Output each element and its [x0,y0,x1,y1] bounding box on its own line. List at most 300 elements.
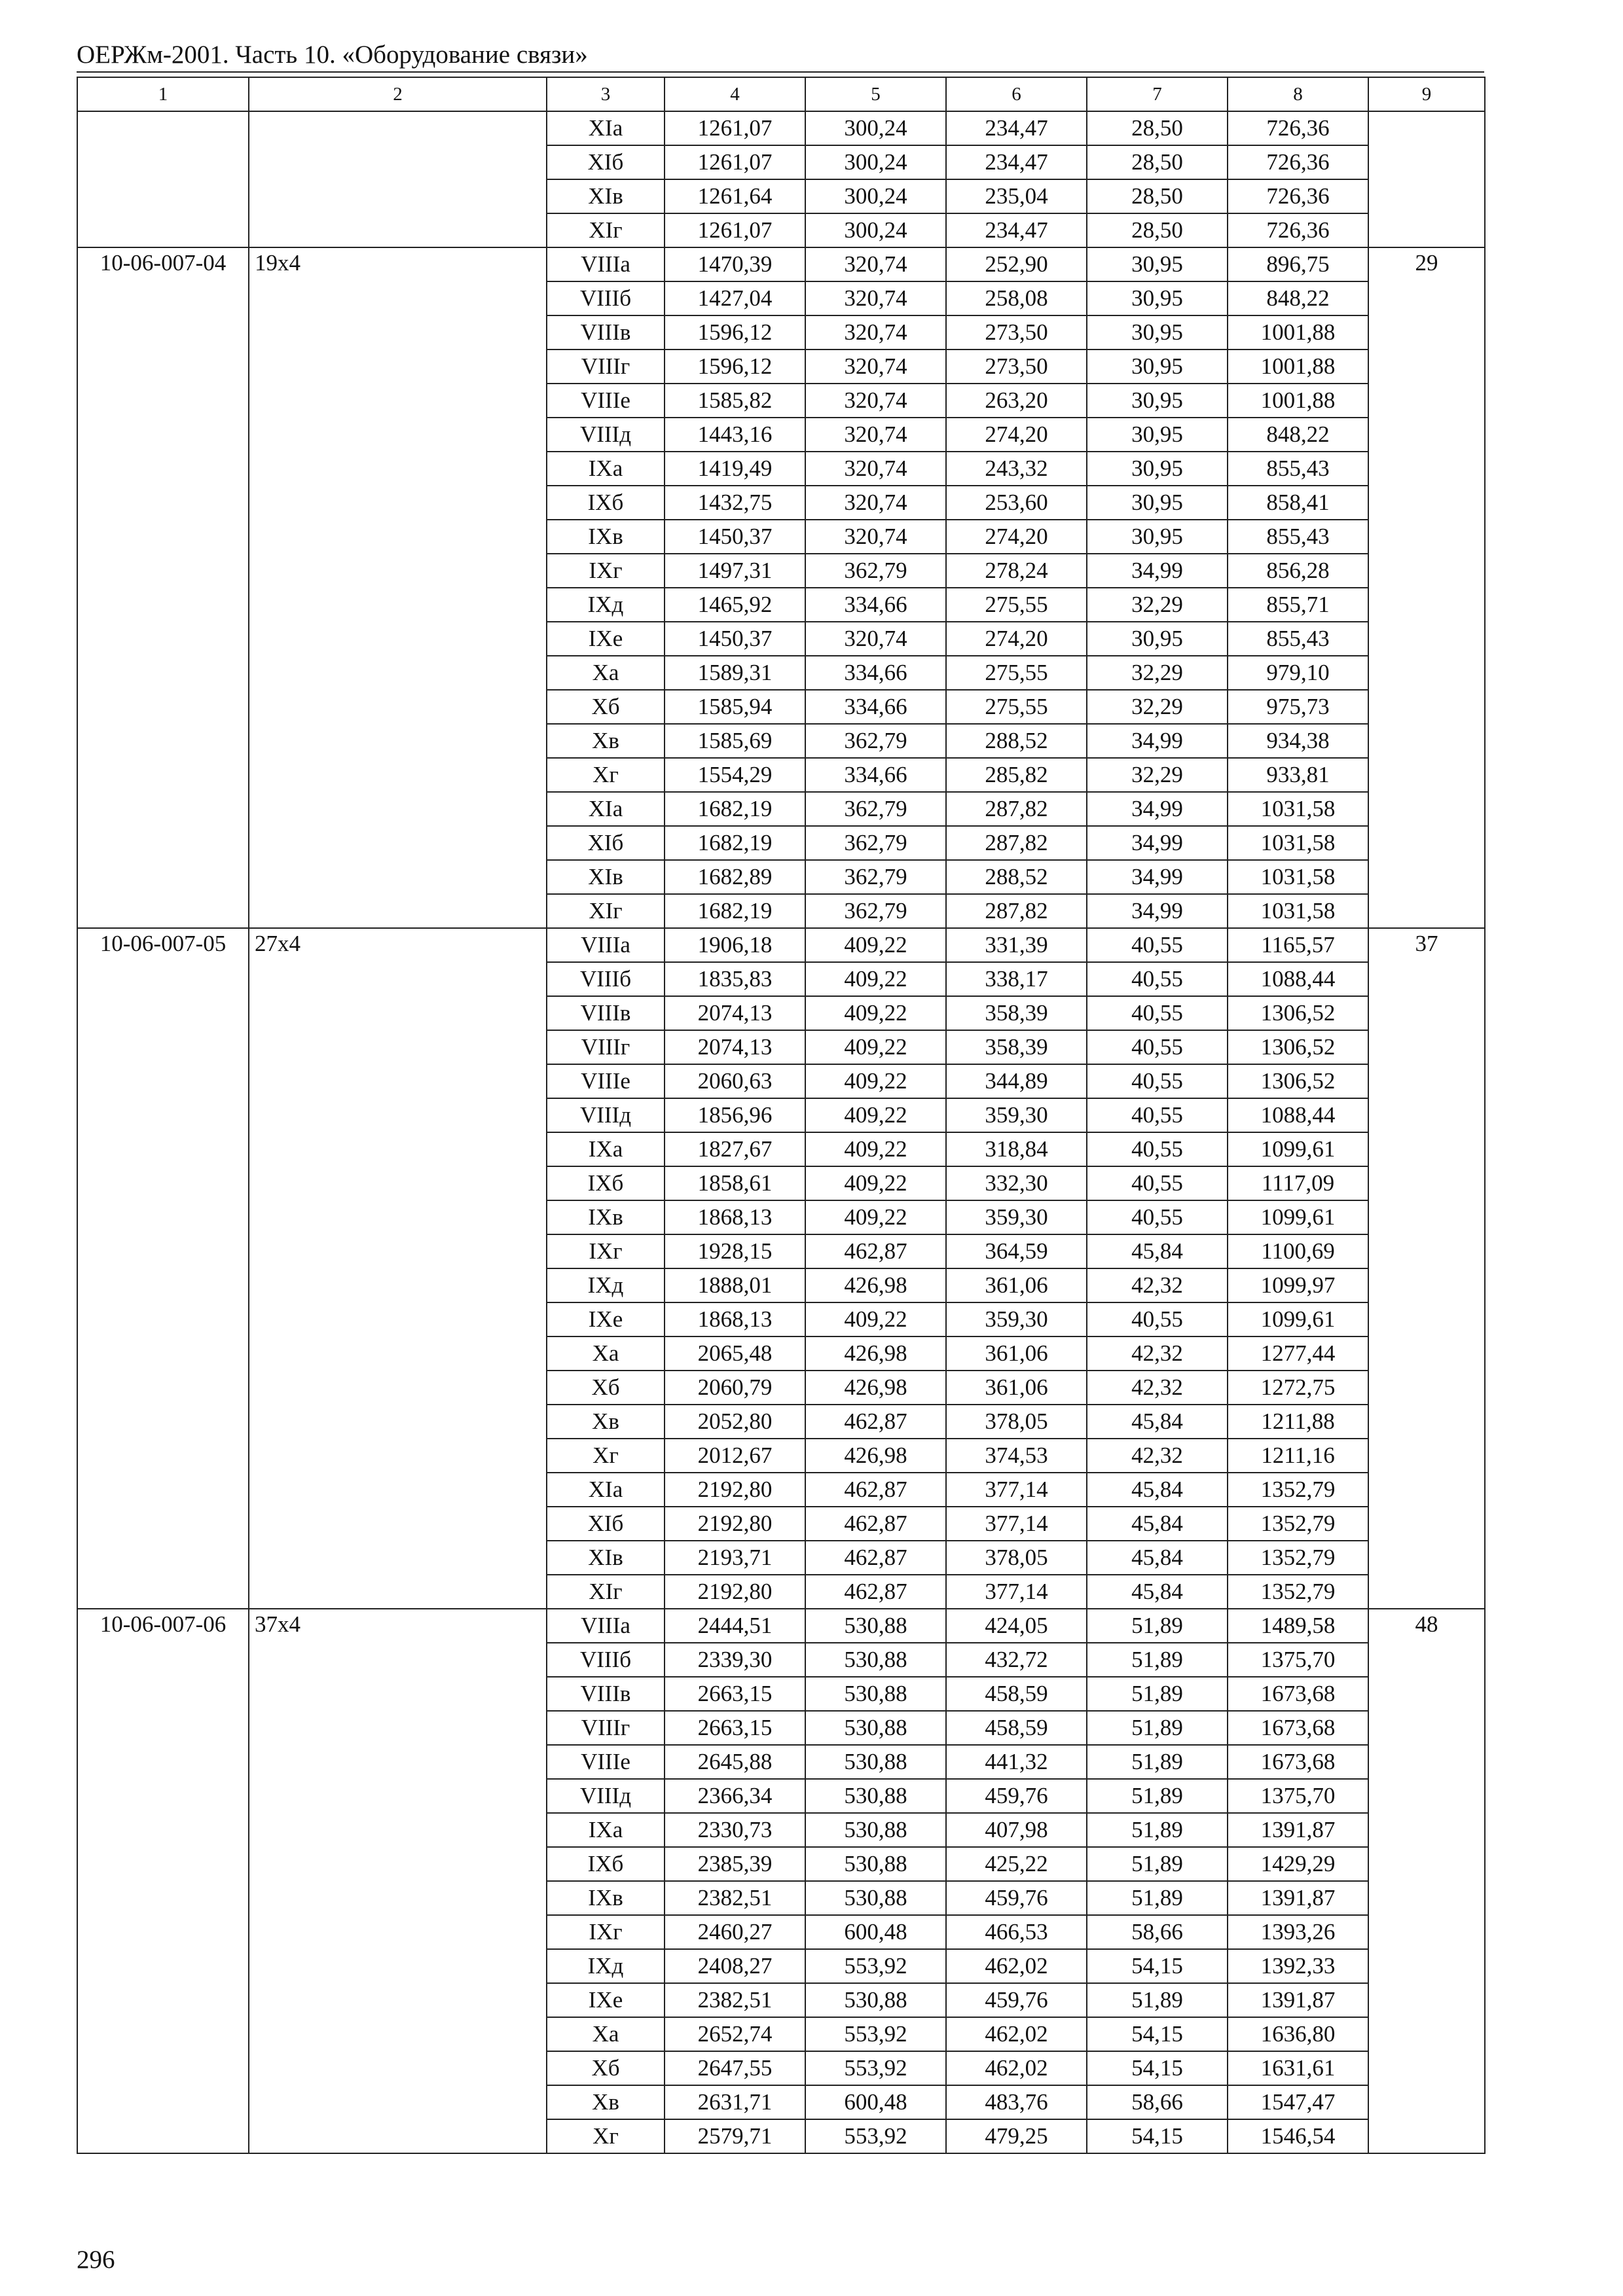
page-header: ОЕРЖм-2001. Часть 10. «Оборудование связи» [77,41,588,69]
total-cost-cell: 1868,13 [665,1302,805,1336]
operator-wages-cell: 34,99 [1087,792,1228,826]
machines-cell: 287,82 [946,894,1087,928]
operator-wages-cell: 40,55 [1087,1302,1228,1336]
region-cell: IXв [547,520,665,554]
wages-cell: 409,22 [805,1166,946,1200]
region-cell: IXб [547,1166,665,1200]
quantity-cell: 37 [1368,928,1485,1609]
region-cell: XIв [547,1541,665,1575]
operator-wages-cell: 51,89 [1087,1711,1228,1745]
column-number: 6 [946,77,1087,111]
total-cost-cell: 2579,71 [665,2119,805,2153]
wages-cell: 409,22 [805,1132,946,1166]
wages-cell: 530,88 [805,1677,946,1711]
total-cost-cell: 1856,96 [665,1098,805,1132]
wages-cell: 334,66 [805,588,946,622]
wages-cell: 530,88 [805,1711,946,1745]
region-cell: VIIIе [547,1064,665,1098]
operator-wages-cell: 51,89 [1087,1677,1228,1711]
materials-cell: 855,43 [1228,452,1368,486]
total-cost-cell: 1682,19 [665,792,805,826]
materials-cell: 934,38 [1228,724,1368,758]
total-cost-cell: 2385,39 [665,1847,805,1881]
machines-cell: 274,20 [946,520,1087,554]
machines-cell: 258,08 [946,281,1087,315]
operator-wages-cell: 32,29 [1087,758,1228,792]
materials-cell: 1673,68 [1228,1711,1368,1745]
region-cell: IXв [547,1200,665,1234]
wages-cell: 553,92 [805,1949,946,1983]
machines-cell: 235,04 [946,179,1087,213]
operator-wages-cell: 40,55 [1087,1132,1228,1166]
machines-cell: 424,05 [946,1609,1087,1643]
operator-wages-cell: 51,89 [1087,1609,1228,1643]
region-cell: IXв [547,1881,665,1915]
operator-wages-cell: 58,66 [1087,1915,1228,1949]
wages-cell: 362,79 [805,860,946,894]
total-cost-cell: 2330,73 [665,1813,805,1847]
wages-cell: 553,92 [805,2119,946,2153]
materials-cell: 1277,44 [1228,1336,1368,1371]
wages-cell: 409,22 [805,1098,946,1132]
total-cost-cell: 1682,89 [665,860,805,894]
wages-cell: 362,79 [805,554,946,588]
machines-cell: 275,55 [946,656,1087,690]
materials-cell: 1546,54 [1228,2119,1368,2153]
region-cell: VIIIд [547,418,665,452]
materials-cell: 896,75 [1228,247,1368,281]
column-number-row [77,77,1485,111]
machines-cell: 273,50 [946,315,1087,350]
wages-cell: 462,87 [805,1234,946,1268]
operator-wages-cell: 58,66 [1087,2085,1228,2119]
total-cost-cell: 2192,80 [665,1575,805,1609]
column-number: 3 [547,77,665,111]
machines-cell: 361,06 [946,1268,1087,1302]
machines-cell: 344,89 [946,1064,1087,1098]
total-cost-cell: 2663,15 [665,1677,805,1711]
total-cost-cell: 2074,13 [665,1030,805,1064]
wages-cell: 426,98 [805,1371,946,1405]
total-cost-cell: 1868,13 [665,1200,805,1234]
wages-cell: 530,88 [805,1983,946,2017]
machines-cell: 338,17 [946,962,1087,996]
materials-cell: 1117,09 [1228,1166,1368,1200]
rates-table-body [77,77,1485,2153]
operator-wages-cell: 40,55 [1087,1098,1228,1132]
machines-cell: 432,72 [946,1643,1087,1677]
rate-code-cell: 10-06-007-04 [77,247,249,928]
region-cell: VIIIа [547,1609,665,1643]
machines-cell: 331,39 [946,928,1087,962]
machines-cell: 374,53 [946,1439,1087,1473]
region-cell: XIб [547,1507,665,1541]
machines-cell: 252,90 [946,247,1087,281]
total-cost-cell: 1450,37 [665,622,805,656]
machines-cell: 285,82 [946,758,1087,792]
operator-wages-cell: 30,95 [1087,452,1228,486]
materials-cell: 855,43 [1228,520,1368,554]
region-cell: VIIIг [547,1030,665,1064]
materials-cell: 726,36 [1228,213,1368,247]
wages-cell: 334,66 [805,656,946,690]
operator-wages-cell: 51,89 [1087,1813,1228,1847]
column-number: 8 [1228,77,1368,111]
machines-cell: 441,32 [946,1745,1087,1779]
operator-wages-cell: 40,55 [1087,1064,1228,1098]
operator-wages-cell: 30,95 [1087,622,1228,656]
page-number: 296 [77,2246,115,2274]
operator-wages-cell: 51,89 [1087,1643,1228,1677]
materials-cell: 1272,75 [1228,1371,1368,1405]
materials-cell: 1375,70 [1228,1643,1368,1677]
rate-code-cell: 10-06-007-06 [77,1609,249,2153]
materials-cell: 1306,52 [1228,1030,1368,1064]
materials-cell: 1673,68 [1228,1745,1368,1779]
operator-wages-cell: 51,89 [1087,1779,1228,1813]
total-cost-cell: 2647,55 [665,2051,805,2085]
total-cost-cell: 1585,82 [665,384,805,418]
machines-cell: 274,20 [946,418,1087,452]
total-cost-cell: 1928,15 [665,1234,805,1268]
materials-cell: 1001,88 [1228,315,1368,350]
total-cost-cell: 2652,74 [665,2017,805,2051]
machines-cell: 462,02 [946,1949,1087,1983]
wages-cell: 409,22 [805,1302,946,1336]
materials-cell: 856,28 [1228,554,1368,588]
operator-wages-cell: 45,84 [1087,1405,1228,1439]
column-number: 9 [1368,77,1485,111]
region-cell: XIа [547,111,665,145]
cable-spec-cell [249,111,547,247]
materials-cell: 1631,61 [1228,2051,1368,2085]
total-cost-cell: 2444,51 [665,1609,805,1643]
materials-cell: 858,41 [1228,486,1368,520]
materials-cell: 1636,80 [1228,2017,1368,2051]
machines-cell: 378,05 [946,1405,1087,1439]
materials-cell: 1099,61 [1228,1302,1368,1336]
operator-wages-cell: 32,29 [1087,656,1228,690]
rate-code-cell: 10-06-007-05 [77,928,249,1609]
machines-cell: 361,06 [946,1336,1087,1371]
wages-cell: 530,88 [805,1881,946,1915]
region-cell: VIIIв [547,996,665,1030]
materials-cell: 726,36 [1228,145,1368,179]
region-cell: VIIIе [547,384,665,418]
wages-cell: 320,74 [805,418,946,452]
materials-cell: 1375,70 [1228,1779,1368,1813]
operator-wages-cell: 51,89 [1087,1881,1228,1915]
materials-cell: 1391,87 [1228,1813,1368,1847]
machines-cell: 425,22 [946,1847,1087,1881]
wages-cell: 320,74 [805,486,946,520]
region-cell: VIIIе [547,1745,665,1779]
operator-wages-cell: 54,15 [1087,2051,1228,2085]
wages-cell: 334,66 [805,690,946,724]
total-cost-cell: 2065,48 [665,1336,805,1371]
operator-wages-cell: 30,95 [1087,418,1228,452]
wages-cell: 300,24 [805,145,946,179]
total-cost-cell: 1888,01 [665,1268,805,1302]
materials-cell: 726,36 [1228,111,1368,145]
quantity-cell: 29 [1368,247,1485,928]
region-cell: IXг [547,1915,665,1949]
materials-cell: 1100,69 [1228,1234,1368,1268]
wages-cell: 320,74 [805,247,946,281]
wages-cell: 362,79 [805,724,946,758]
wages-cell: 409,22 [805,962,946,996]
total-cost-cell: 1261,07 [665,111,805,145]
total-cost-cell: 2631,71 [665,2085,805,2119]
machines-cell: 364,59 [946,1234,1087,1268]
total-cost-cell: 1450,37 [665,520,805,554]
machines-cell: 243,32 [946,452,1087,486]
wages-cell: 600,48 [805,2085,946,2119]
rates-table [77,77,1486,2154]
region-cell: VIIIб [547,962,665,996]
materials-cell: 1001,88 [1228,350,1368,384]
materials-cell: 1031,58 [1228,826,1368,860]
wages-cell: 320,74 [805,452,946,486]
region-cell: XIв [547,179,665,213]
machines-cell: 273,50 [946,350,1087,384]
region-cell: VIIIб [547,1643,665,1677]
operator-wages-cell: 54,15 [1087,2017,1228,2051]
region-cell: IXе [547,1302,665,1336]
materials-cell: 848,22 [1228,281,1368,315]
total-cost-cell: 1261,07 [665,145,805,179]
materials-cell: 1099,61 [1228,1200,1368,1234]
wages-cell: 300,24 [805,179,946,213]
column-number: 4 [665,77,805,111]
column-number: 1 [77,77,249,111]
operator-wages-cell: 45,84 [1087,1473,1228,1507]
operator-wages-cell: 45,84 [1087,1541,1228,1575]
machines-cell: 358,39 [946,1030,1087,1064]
total-cost-cell: 2339,30 [665,1643,805,1677]
operator-wages-cell: 30,95 [1087,384,1228,418]
materials-cell: 1392,33 [1228,1949,1368,1983]
operator-wages-cell: 51,89 [1087,1983,1228,2017]
total-cost-cell: 2408,27 [665,1949,805,1983]
wages-cell: 530,88 [805,1745,946,1779]
region-cell: Xв [547,2085,665,2119]
operator-wages-cell: 28,50 [1087,111,1228,145]
cable-spec-cell: 27x4 [249,928,547,1609]
operator-wages-cell: 34,99 [1087,554,1228,588]
region-cell: XIа [547,1473,665,1507]
materials-cell: 848,22 [1228,418,1368,452]
materials-cell: 1429,29 [1228,1847,1368,1881]
operator-wages-cell: 34,99 [1087,894,1228,928]
operator-wages-cell: 54,15 [1087,1949,1228,1983]
machines-cell: 377,14 [946,1473,1087,1507]
machines-cell: 462,02 [946,2017,1087,2051]
total-cost-cell: 1858,61 [665,1166,805,1200]
wages-cell: 409,22 [805,996,946,1030]
operator-wages-cell: 32,29 [1087,690,1228,724]
operator-wages-cell: 30,95 [1087,486,1228,520]
machines-cell: 483,76 [946,2085,1087,2119]
wages-cell: 530,88 [805,1609,946,1643]
wages-cell: 462,87 [805,1507,946,1541]
wages-cell: 409,22 [805,1064,946,1098]
total-cost-cell: 1827,67 [665,1132,805,1166]
region-cell: VIIIв [547,1677,665,1711]
operator-wages-cell: 40,55 [1087,1030,1228,1064]
materials-cell: 1352,79 [1228,1473,1368,1507]
table-row [77,111,1485,145]
operator-wages-cell: 45,84 [1087,1575,1228,1609]
wages-cell: 462,87 [805,1575,946,1609]
machines-cell: 278,24 [946,554,1087,588]
region-cell: IXа [547,1132,665,1166]
operator-wages-cell: 28,50 [1087,145,1228,179]
total-cost-cell: 2060,63 [665,1064,805,1098]
total-cost-cell: 1835,83 [665,962,805,996]
table-row [77,247,1485,281]
total-cost-cell: 1261,64 [665,179,805,213]
region-cell: VIIIг [547,1711,665,1745]
machines-cell: 318,84 [946,1132,1087,1166]
materials-cell: 1489,58 [1228,1609,1368,1643]
total-cost-cell: 2074,13 [665,996,805,1030]
materials-cell: 933,81 [1228,758,1368,792]
operator-wages-cell: 40,55 [1087,996,1228,1030]
total-cost-cell: 1443,16 [665,418,805,452]
machines-cell: 462,02 [946,2051,1087,2085]
wages-cell: 409,22 [805,1200,946,1234]
machines-cell: 253,60 [946,486,1087,520]
column-number: 5 [805,77,946,111]
wages-cell: 462,87 [805,1473,946,1507]
operator-wages-cell: 28,50 [1087,179,1228,213]
total-cost-cell: 1432,75 [665,486,805,520]
machines-cell: 274,20 [946,622,1087,656]
machines-cell: 359,30 [946,1302,1087,1336]
total-cost-cell: 2193,71 [665,1541,805,1575]
region-cell: VIIIб [547,281,665,315]
region-cell: Xб [547,690,665,724]
materials-cell: 1088,44 [1228,1098,1368,1132]
operator-wages-cell: 32,29 [1087,588,1228,622]
wages-cell: 362,79 [805,826,946,860]
operator-wages-cell: 40,55 [1087,962,1228,996]
machines-cell: 287,82 [946,826,1087,860]
column-number: 2 [249,77,547,111]
wages-cell: 409,22 [805,1030,946,1064]
region-cell: IXе [547,1983,665,2017]
total-cost-cell: 2460,27 [665,1915,805,1949]
machines-cell: 275,55 [946,588,1087,622]
wages-cell: 426,98 [805,1336,946,1371]
total-cost-cell: 1596,12 [665,350,805,384]
operator-wages-cell: 42,32 [1087,1371,1228,1405]
operator-wages-cell: 51,89 [1087,1745,1228,1779]
machines-cell: 361,06 [946,1371,1087,1405]
materials-cell: 1393,26 [1228,1915,1368,1949]
operator-wages-cell: 42,32 [1087,1268,1228,1302]
operator-wages-cell: 42,32 [1087,1439,1228,1473]
materials-cell: 1391,87 [1228,1983,1368,2017]
wages-cell: 320,74 [805,520,946,554]
materials-cell: 1099,97 [1228,1268,1368,1302]
total-cost-cell: 2060,79 [665,1371,805,1405]
region-cell: Xа [547,1336,665,1371]
region-cell: XIб [547,826,665,860]
materials-cell: 1088,44 [1228,962,1368,996]
wages-cell: 600,48 [805,1915,946,1949]
region-cell: VIIIд [547,1779,665,1813]
total-cost-cell: 1465,92 [665,588,805,622]
total-cost-cell: 2052,80 [665,1405,805,1439]
total-cost-cell: 2012,67 [665,1439,805,1473]
total-cost-cell: 1682,19 [665,894,805,928]
materials-cell: 1352,79 [1228,1507,1368,1541]
cable-spec-cell: 37x4 [249,1609,547,2153]
materials-cell: 855,43 [1228,622,1368,656]
region-cell: IXа [547,1813,665,1847]
wages-cell: 462,87 [805,1541,946,1575]
region-cell: IXд [547,1268,665,1302]
wages-cell: 320,74 [805,350,946,384]
operator-wages-cell: 54,15 [1087,2119,1228,2153]
region-cell: IXб [547,486,665,520]
region-cell: VIIIг [547,350,665,384]
region-cell: IXд [547,1949,665,1983]
wages-cell: 320,74 [805,384,946,418]
total-cost-cell: 1585,69 [665,724,805,758]
region-cell: VIIIд [547,1098,665,1132]
machines-cell: 288,52 [946,860,1087,894]
machines-cell: 459,76 [946,1779,1087,1813]
wages-cell: 300,24 [805,213,946,247]
wages-cell: 362,79 [805,894,946,928]
wages-cell: 553,92 [805,2017,946,2051]
wages-cell: 530,88 [805,1813,946,1847]
operator-wages-cell: 30,95 [1087,315,1228,350]
header-rule [77,71,1484,73]
region-cell: Xа [547,656,665,690]
operator-wages-cell: 45,84 [1087,1507,1228,1541]
rate-code-cell [77,111,249,247]
total-cost-cell: 1554,29 [665,758,805,792]
operator-wages-cell: 40,55 [1087,1200,1228,1234]
wages-cell: 553,92 [805,2051,946,2085]
region-cell: VIIIа [547,247,665,281]
total-cost-cell: 1596,12 [665,315,805,350]
region-cell: Xг [547,1439,665,1473]
operator-wages-cell: 34,99 [1087,826,1228,860]
machines-cell: 275,55 [946,690,1087,724]
region-cell: Xб [547,1371,665,1405]
total-cost-cell: 2192,80 [665,1507,805,1541]
operator-wages-cell: 30,95 [1087,247,1228,281]
total-cost-cell: 1682,19 [665,826,805,860]
region-cell: XIг [547,213,665,247]
table-row [77,1609,1485,1643]
materials-cell: 1099,61 [1228,1132,1368,1166]
materials-cell: 1211,88 [1228,1405,1368,1439]
total-cost-cell: 2192,80 [665,1473,805,1507]
machines-cell: 466,53 [946,1915,1087,1949]
materials-cell: 1352,79 [1228,1575,1368,1609]
machines-cell: 234,47 [946,213,1087,247]
operator-wages-cell: 30,95 [1087,520,1228,554]
operator-wages-cell: 34,99 [1087,724,1228,758]
materials-cell: 1306,52 [1228,1064,1368,1098]
machines-cell: 479,25 [946,2119,1087,2153]
